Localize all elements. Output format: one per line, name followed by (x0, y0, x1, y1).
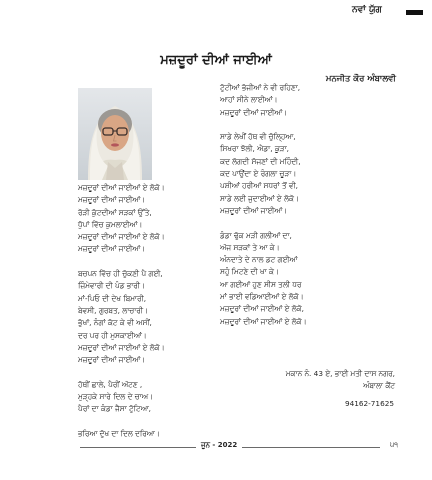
poem-line: ਹੱਥੀਂ ਛਾਲੇ, ਪੈਰੀਂ ਅੱਟਣ , (78, 379, 143, 389)
poem-stanza (78, 428, 165, 440)
poem-line: ਸਾਡੇ ਲਈ ਜੁਦਾਈਆਂ ਏ ਲੋਕੋ। (220, 193, 299, 203)
poem-line: ਰੋੜੀ ਕੁੱਟਦੀਆਂ ਸੜਕਾਂ ਉੱਤੇ, (78, 207, 152, 217)
poem-line: ਮਜ਼ਦੂਰਾਂ ਦੀਆਂ ਜਾਈਆਂ। (220, 205, 288, 215)
poem-line: ਪੈਰਾਂ ਦਾ ਕੰਡਾ ਜੈਸਾ ਟੁੱਟਿਆ, (78, 404, 151, 414)
poem-stanza (78, 182, 165, 256)
poem-line: ਬਚਪਨ ਵਿੱਚ ਹੀ ਚੁੱਕਣੀ ਪੈ ਗਈ, (78, 269, 163, 279)
poem-line: ਮਜ਼ਦੂਰਾਂ ਦੀਆਂ ਜਾਈਆਂ ਏ ਲੋਕੋ। (78, 342, 165, 352)
poem-line: ਦਰ ਪਰ ਹੀ ਮੁਸਕਾਈਆਂ। (78, 330, 147, 340)
poem-line: ਸਾਡੇ ਲੇਖੀਂ ਹੱਥ ਵੀ ਚੁੱਲ੍ਹਿਆ, (220, 132, 296, 142)
poem-stanza (78, 268, 165, 366)
page-number: ੫੧ (390, 441, 398, 449)
poem-line: ਟੁੱਟੀਆਂ ਭੱਜੀਆਂ ਨੇ ਵੀ ਰਹਿਣਾ, (220, 83, 301, 92)
poem-left-column (78, 182, 165, 453)
poem-line: ਧੁੱਪਾਂ ਵਿੱਚ ਕੁਮਲਾਈਆਂ। (78, 219, 143, 229)
header-bar (406, 10, 423, 15)
poem-author: ਮਨਜੀਤ ਕੌਰ ਅੰਬਾਲਵੀ (325, 74, 396, 84)
poem-line: ਡੰਡਾ ਢੁੱਕ ਮੜੀ ਗਲੀਆਂ ਦਾ, (220, 230, 292, 240)
address-line: ਅੰਬਾਲਾ ਕੈਂਟ (363, 381, 395, 391)
poem-line: ਮਜ਼ਦੂਰਾਂ ਦੀਆਂ ਜਾਈਆਂ ਏ ਲੋਕੋ। (78, 183, 165, 192)
footer-issue-date: ਜੂਨ - 2022 (196, 441, 242, 450)
poem-stanza (220, 131, 307, 217)
poem-stanza (220, 230, 307, 328)
poem-line: ਮੁੜ੍ਹਕੇ ਸਾਰੇ ਦਿਲ ਦੇ ਚਾਅ। (78, 392, 153, 402)
poem-title: ਮਜ਼ਦੂਰਾਂ ਦੀਆਂ ਜਾਈਆਂ (160, 53, 272, 68)
poem-line: ਅੱਜ ਸੜਕਾਂ ਤੇ ਆ ਕੇ। (220, 242, 280, 252)
address-line: ਮਕਾਨ ਨੰ. 43 ਏ, ਭਾਈ ਮਤੀ ਦਾਸ ਨਗਰ, (285, 369, 395, 378)
poem-line: ਮਜ਼ਦੂਰਾਂ ਦੀਆਂ ਜਾਈਆਂ। (78, 195, 146, 205)
poem-line: ਮਜ਼ਦੂਰਾਂ ਦੀਆਂ ਜਾਈਆਂ ਏ ਲੋਕੋ, (220, 304, 304, 314)
poem-line: ਕਦ ਲੱਗਦੀ ਸੱਜਣਾਂ ਦੀ ਮਹਿੰਦੀ, (220, 156, 301, 166)
author-photo (78, 88, 152, 180)
magazine-name: ਨਵਾਂ ਯੁੱਗ (352, 5, 382, 15)
author-phone: 94162-71625 (344, 399, 394, 408)
poem-line: ਮਜ਼ਦੂਰਾਂ ਦੀਆਂ ਜਾਈਆਂ। (78, 244, 146, 254)
author-address (286, 368, 395, 393)
poem-line: ਆਹਾਂ ਸੀਨੇ ਲਾਈਆਂ। (220, 95, 278, 105)
poem-stanza (220, 82, 307, 119)
poem-line: ਮਜ਼ਦੂਰਾਂ ਦੀਆਂ ਜਾਈਆਂ ਏ ਲੋਕੋ। (78, 232, 165, 242)
poem-line: ਭਰਿਆ ਦੁੱਖ ਦਾ ਦਿਲ ਦਰਿਆ। (78, 428, 160, 438)
poem-line: ਬੇਵਸੀ, ਗੁਰਬਤ, ਲਾਚਾਰੀ। (78, 305, 148, 315)
poem-line: ਅੰਨਦਾਤੇ ਦੇ ਨਾਲ ਡਟ ਗਈਆਂ (220, 255, 298, 265)
poem-right-column (220, 82, 307, 340)
poem-line: ਭੁੱਖਾਂ, ਨੰਗਾਂ ਕੱਟ ਕੇ ਵੀ ਅਸੀਂ, (78, 318, 152, 328)
poem-line: ਕਦ ਪਾਉਂਦਾ ਏ ਰੰਗਲਾ ਚੂੜਾ। (220, 169, 297, 179)
poem-line: ਮਾਂ ਭਾਈ ਵਡਿਆਈਆਂ ਏ ਲੋਕੋ। (220, 292, 304, 302)
poem-line: ਸਹੁੰ ਮਿਟਣੇ ਦੀ ਖਾ ਕੇ। (220, 267, 279, 277)
poem-line: ਮਜ਼ਦੂਰਾਂ ਦੀਆਂ ਜਾਈਆਂ ਏ ਲੋਕੋ। (220, 316, 307, 326)
poem-stanza (78, 379, 165, 416)
author-portrait-icon (78, 88, 152, 180)
poem-line: ਮਾਂ-ਪਿਓ ਦੀ ਦੇਖ ਬਿਮਾਰੀ, (78, 293, 147, 303)
poem-line: ਆ ਗਈਆਂ ਹੁਣ ਸੀਸ ਤਲੀ ਧਰ (220, 279, 302, 289)
poem-line: ਮਜ਼ਦੂਰਾਂ ਦੀਆਂ ਜਾਈਆਂ। (220, 107, 288, 117)
poem-line: ਮਜ਼ਦੂਰਾਂ ਦੀਆਂ ਜਾਈਆਂ। (78, 355, 146, 365)
poem-line: ਪਸ਼ੀਆਂ ਹਰੀਆਂ ਸਧਰਾਂ ਤੋਂ ਵੀ, (220, 181, 298, 191)
poem-line: ਸਿਖਰਾ ਝੋਲੀ, ਐਡਾ, ਕੂੜਾ, (220, 144, 289, 154)
poem-line: ਜ਼ਿੰਮੇਵਾਰੀ ਦੀ ਪੰਡ ਭਾਰੀ। (78, 281, 145, 291)
